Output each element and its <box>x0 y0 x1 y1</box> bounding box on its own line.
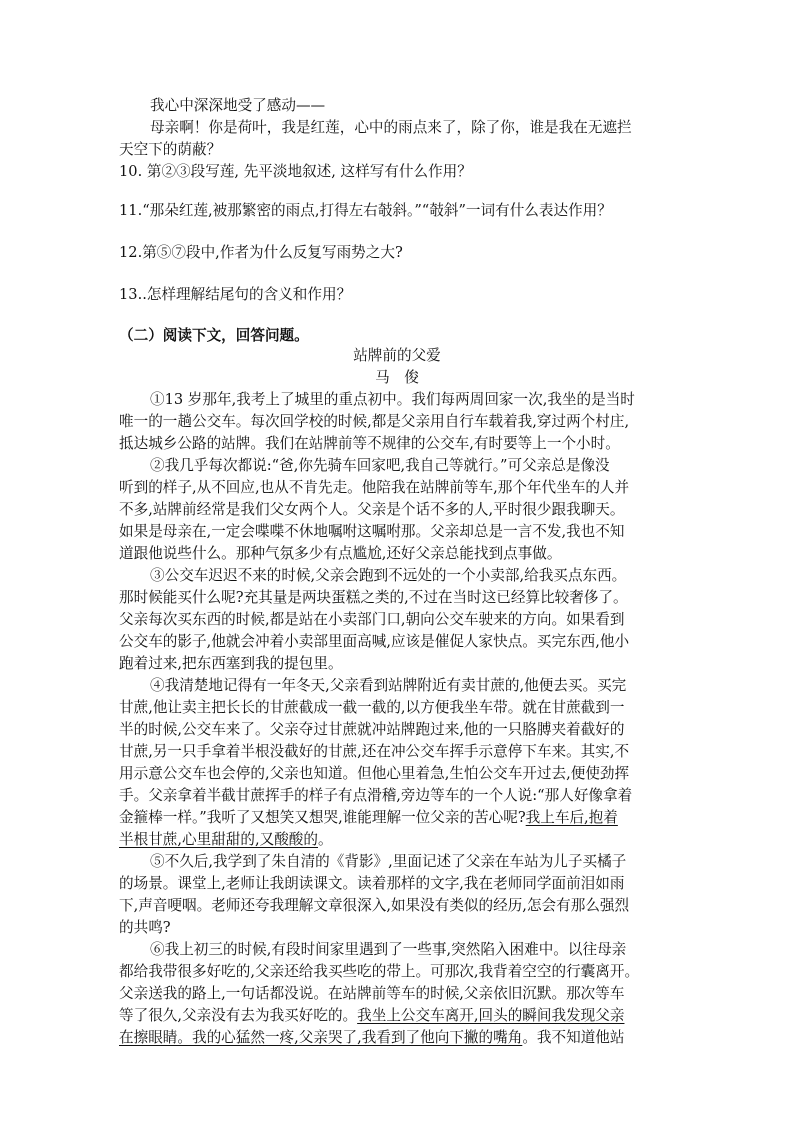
paragraph-line: 甘蔗,他让卖主把长长的甘蔗截成一截一截的,以方便我坐车带。就在甘蔗截到一 <box>119 699 625 716</box>
paragraph-line: 听到的样子,从不回应,也从不肯先走。他陪我在站牌前等车,那个年代坐车的人并 <box>119 479 630 496</box>
question-10: 10. 第②③段写莲, 先平淡地叙述, 这样写有什么作用？ <box>119 163 472 180</box>
paragraph-line: 道跟他说些什么。那种气氛多少有点尴尬,还好父亲总能找到点事做。 <box>119 545 562 562</box>
paragraph-line: 跑着过来,把东西塞到我的提包里。 <box>119 655 343 672</box>
poem-line: 我心中深深地受了感动—— <box>150 97 326 114</box>
paragraph-line: 那时候能买什么呢?充其量是两块蛋糕之类的,不过在当时这已经算比较奢侈了。 <box>119 589 628 606</box>
paragraph-line: 不多,站牌前经常是我们父女两个人。父亲是个话不多的人,平时很少跟我聊天。 <box>119 501 625 518</box>
poem-line: 天空下的荫蔽？ <box>119 141 222 158</box>
underlined-sentence: 我坐上公交车离开,回头的瞬间我发现父亲 <box>357 1007 625 1024</box>
underlined-sentence: 我上车后,抱着 <box>525 809 618 826</box>
question-12: 12.第⑤⑦段中,作者为什么反复写雨势之大? <box>119 244 403 261</box>
paragraph-line: 唯一的一趟公交车。每次回学校的时候,都是父亲用自行车载着我,穿过两个村庄, <box>119 413 630 430</box>
paragraph-line: 都给我带很多好吃的,父亲还给我买些吃的带上。可那次,我背着空空的行囊离开。 <box>119 963 640 980</box>
paragraph-line: 父亲送我的路上,一句话都没说。在站牌前等车的时候,父亲依旧沉默。那次等车 <box>119 985 625 1002</box>
paragraph-line: ①13 岁那年,我考上了城里的重点初中。我们每两周回家一次,我坐的是当时 <box>150 391 635 408</box>
article-author: 马 俊 <box>375 369 419 386</box>
paragraph-line: 如果是母亲在,一定会喋喋不休地嘱咐这嘱咐那。父亲却总是一言不发,我也不知 <box>119 523 625 540</box>
paragraph-text: 。 <box>318 831 333 848</box>
paragraph-line: 的场景。课堂上,老师让我朗读课文。读着那样的文字,我在老师同学面前泪如雨 <box>119 875 625 892</box>
paragraph-line: ⑤不久后,我学到了朱自清的《背影》,里面记述了父亲在车站为儿子买橘子 <box>150 853 627 870</box>
paragraph-line: 下,声音哽咽。老师还夸我理解文章很深入,如果没有类似的经历,怎会有那么强烈 <box>119 897 630 914</box>
section-heading: （二）阅读下文，回答问题。 <box>119 327 309 344</box>
paragraph-line: 甘蔗,另一只手拿着半根没截好的甘蔗,还在冲公交车挥手示意停下车来。其实,不 <box>119 743 630 760</box>
paragraph-line: 半的时候,公交车来了。父亲夺过甘蔗就冲站牌跑过来,他的一只胳膊夹着截好的 <box>119 721 625 738</box>
poem-line: 母亲啊！你是荷叶，我是红莲，心中的雨点来了，除了你，谁是我在无遮拦 <box>150 119 632 136</box>
paragraph-line <box>119 829 333 851</box>
paragraph-text: 金箍棒一样。”我听了又想笑又想哭,谁能理解一位父亲的苦心呢? <box>119 809 526 826</box>
paragraph-line <box>119 1027 624 1049</box>
paragraph-line: 抵达城乡公路的站牌。我们在站牌前等不规律的公交车,有时要等上一个小时。 <box>119 435 620 452</box>
question-13: 13..怎样理解结尾句的含义和作用？ <box>119 286 352 303</box>
paragraph-line: 手。父亲拿着半截甘蔗挥手的样子有点滑稽,旁边等车的一个人说:“那人好像拿着 <box>119 787 633 804</box>
paragraph-line: ④我清楚地记得有一年冬天,父亲看到站牌附近有卖甘蔗的,他便去买。买完 <box>150 677 627 694</box>
underlined-sentence: 半根甘蔗,心里甜甜的,又酸酸的 <box>119 831 318 848</box>
paragraph-line: 的共鸣? <box>119 919 171 936</box>
underlined-sentence: 在擦眼睛。我的心猛然一疼,父亲哭了,我看到了他向下撇的嘴角 <box>119 1029 523 1046</box>
paragraph-text: 。我不知道他站 <box>522 1029 625 1046</box>
paragraph-line: 父亲每次买东西的时候,都是站在小卖部门口,朝向公交车驶来的方向。如果看到 <box>119 611 625 628</box>
question-11: 11.“那朵红莲,被那繁密的雨点,打得左右攲斜。”“攲斜”一词有什么表达作用？ <box>119 202 612 219</box>
paragraph-line: ⑥我上初三的时候,有段时间家里遇到了一些事,突然陷入困难中。以往母亲 <box>150 941 627 958</box>
paragraph-line: 用示意公交车也会停的,父亲也知道。但他心里着急,生怕公交车开过去,便使劲挥 <box>119 765 630 782</box>
paragraph-line <box>119 807 618 829</box>
paragraph-line <box>119 1005 624 1027</box>
article-title: 站牌前的父爱 <box>353 347 441 364</box>
paragraph-line: ②我几乎每次都说:“爸,你先骑车回家吧,我自己等就行。”可父亲总是像没 <box>150 457 610 474</box>
paragraph-text: 等了很久,父亲没有去为我买好吃的。 <box>119 1007 358 1024</box>
paragraph-line: ③公交车迟迟不来的时候,父亲会跑到不远处的一个小卖部,给我买点东西。 <box>150 567 627 584</box>
paragraph-line: 公交车的影子,他就会冲着小卖部里面高喊,应该是催促人家快点。买完东西,他小 <box>119 633 630 650</box>
